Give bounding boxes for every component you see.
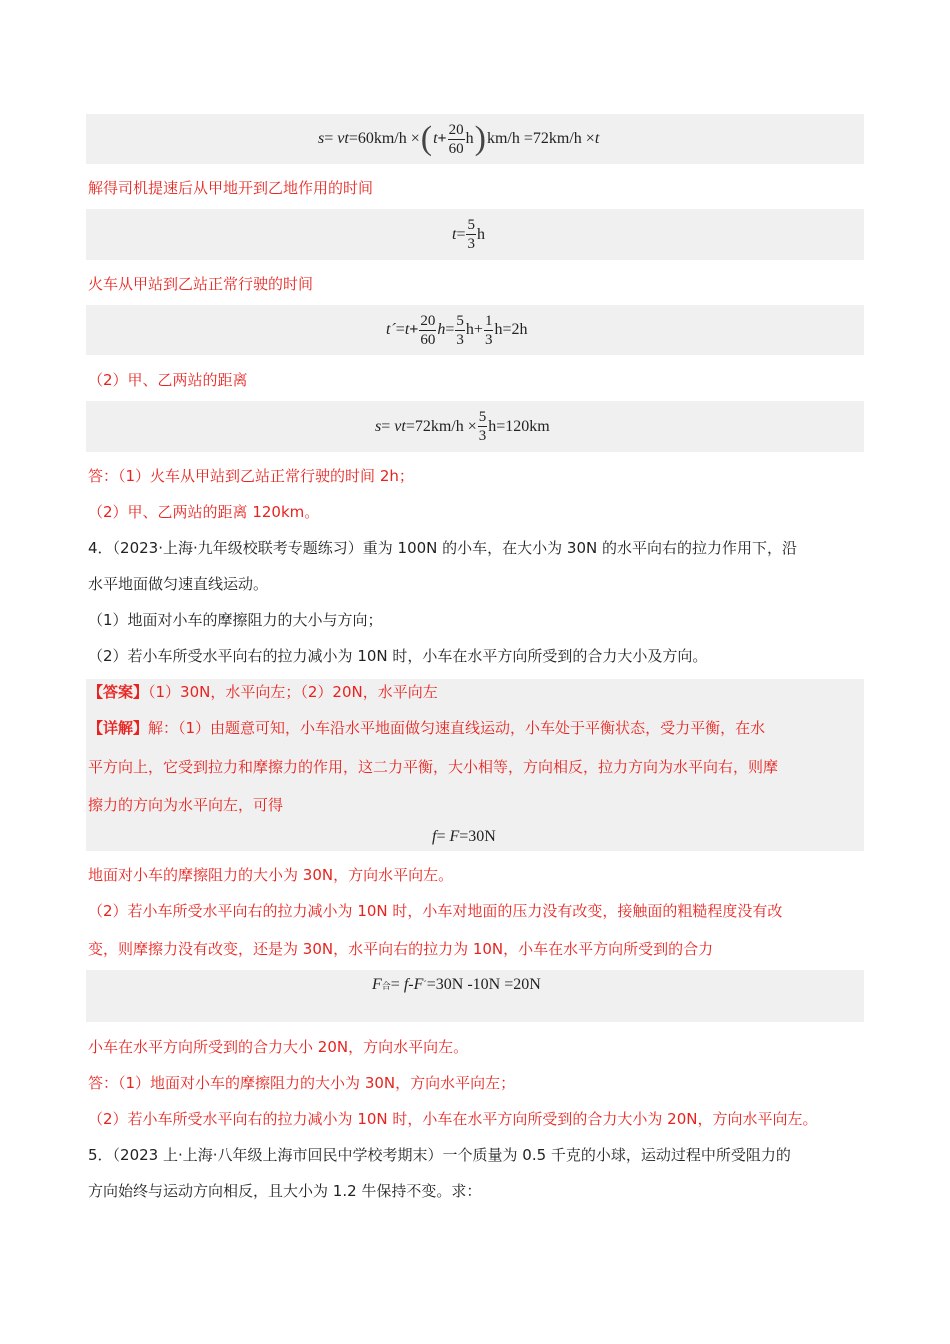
fraction: $\frac{5}{3}$ (478, 409, 487, 444)
fraction: $\frac{20}{60}$ (448, 121, 464, 157)
solution-text: 解得司机提速后从甲地开到乙地作用的时间 (88, 179, 374, 197)
eq-symbol: t´ (386, 321, 396, 338)
detail-text: 解：（1）由题意可知，小车沿水平地面做匀速直线运动，小车处于平衡状态，受力平衡，在水 (148, 719, 766, 737)
answer-text: （1）30N，水平向左；（2）20N，水平向左 (148, 683, 438, 701)
eq-symbol: F (372, 976, 382, 993)
detail-text: 平方向上，它受到拉力和摩擦力的作用，这二力平衡，大小相等，方向相反，拉力方向为水平向右，则摩 (88, 758, 779, 776)
eq-text: + (409, 321, 419, 338)
right-paren: ) (474, 120, 486, 157)
question-4-text: 4．（2023·上海·九年级校联考专题练习）重为 100N 的小车，在大小为 30N 的水平向右的拉力作用下，沿 (88, 539, 797, 557)
detail-line (88, 717, 765, 739)
eq-symbol: t (433, 130, 438, 147)
eq-text: = (395, 321, 405, 338)
question-5-text: 5．（2023 上·上海·八年级上海市回民中学校考期末）一个质量为 0.5 千克的小球，运动过程中所受阻力的 (88, 1146, 791, 1164)
question-4-text: 水平地面做匀速直线运动。 (88, 575, 269, 593)
solution-text: 变，则摩擦力没有改变，还是为 30N，水平向右的拉力为 10N，小车在水平方向所受到的合力 (88, 940, 714, 958)
eq-text: =30N (459, 828, 496, 845)
eq-text: + (437, 130, 447, 147)
answer-tag: 【答案】 (88, 683, 149, 701)
eq-text: = (381, 417, 391, 435)
question-5-text: 方向始终与运动方向相反，且大小为 1.2 牛保持不变。求： (88, 1182, 482, 1200)
answer-text: 答：（1）火车从甲站到乙站正常行驶的时间 2h； (88, 467, 414, 485)
solution-text: （2）若小车所受水平向右的拉力减小为 10N 时，小车对地面的压力没有改变，接触面的粗糙程度没有改 (88, 902, 783, 920)
fraction: $\frac{1}{3}$ (484, 312, 493, 348)
fraction: $\frac{20}{60}$ (420, 312, 436, 348)
fraction: $\frac{5}{3}$ (467, 217, 475, 252)
left-paren: ( (420, 120, 433, 157)
eq-symbol: s (318, 130, 325, 147)
eq-text: = (445, 321, 455, 338)
eq-symbol: t (594, 130, 600, 147)
eq-text: h=120km (488, 417, 550, 435)
eq-symbol: F (413, 976, 424, 993)
equation-time (452, 209, 485, 260)
equation-distance-relation (318, 114, 599, 164)
eq-symbol: t (452, 225, 457, 243)
solution-text: 地面对小车的摩擦阻力的大小为 30N，方向水平向左。 (88, 866, 454, 884)
question-4-part-1: （1）地面对小车的摩擦阻力的大小与方向； (88, 611, 383, 629)
equation-distance (375, 401, 550, 452)
eq-symbol: f (432, 828, 437, 845)
detail-tag: 【详解】 (88, 719, 149, 737)
detail-text: 擦力的方向为水平向左，可得 (88, 796, 284, 814)
eq-prime: ´ (423, 979, 427, 991)
eq-symbol: t (404, 321, 410, 338)
eq-text: =72km/h × (405, 417, 477, 435)
eq-symbol: vt (394, 417, 406, 435)
question-4-part-2: （2）若小车所受水平向右的拉力减小为 10N 时，小车在水平方向所受到的合力大小及方向。 (88, 647, 708, 665)
eq-text: - (408, 976, 414, 993)
eq-text: h=2h (494, 321, 528, 338)
eq-text: =60km/h × (348, 130, 420, 147)
solution-text: 小车在水平方向所受到的合力大小 20N，方向水平向左。 (88, 1038, 469, 1056)
answer-text: （2）若小车所受水平向右的拉力减小为 10N 时，小车在水平方向所受到的合力大小为 20N，方向水平向左。 (88, 1110, 818, 1128)
eq-symbol: h (437, 321, 446, 338)
eq-text: = (324, 130, 334, 147)
eq-subscript: 合 (381, 980, 391, 991)
eq-text: = (456, 225, 466, 243)
eq-text: h (476, 225, 485, 243)
eq-symbol: s (375, 417, 382, 435)
fraction: $\frac{5}{3}$ (456, 312, 464, 348)
solution-text: （2）甲、乙两站的距离 (88, 371, 248, 389)
answer-line (88, 681, 438, 703)
eq-text: = (436, 828, 446, 845)
eq-text: h+ (465, 321, 483, 338)
eq-text: h (465, 130, 474, 147)
equation-normal-time (386, 305, 527, 355)
answer-text: （2）甲、乙两站的距离 120km。 (88, 503, 320, 521)
eq-symbol: F (449, 828, 460, 845)
equation-friction (432, 824, 496, 850)
eq-symbol: f (403, 976, 409, 993)
eq-symbol: vt (337, 130, 349, 147)
eq-text: km/h =72km/h × (486, 130, 595, 147)
eq-text: = (390, 976, 400, 993)
eq-text: =30N -10N =20N (426, 976, 541, 993)
equation-net-force (372, 972, 541, 998)
answer-text: 答：（1）地面对小车的摩擦阻力的大小为 30N，方向水平向左； (88, 1074, 516, 1092)
solution-text: 火车从甲站到乙站正常行驶的时间 (88, 275, 314, 293)
